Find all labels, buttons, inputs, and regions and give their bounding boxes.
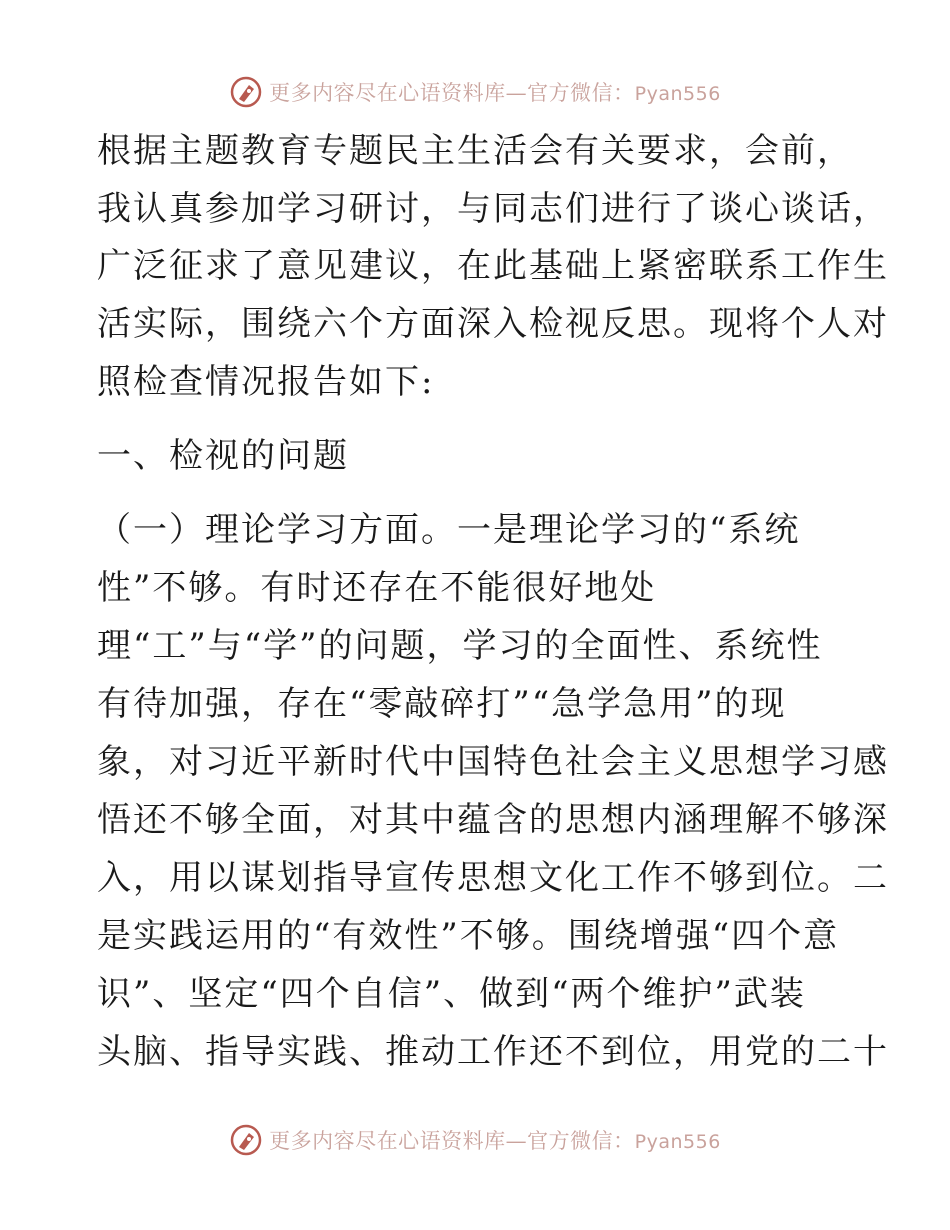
paragraph-line: 根据主题教育专题民主生活会有关要求，会前， [97,131,853,171]
paragraph-line: 照检查情况报告如下: [97,362,435,402]
banner-site-text: 更多内容尽在心语资料库 [269,81,506,105]
banner-official-label: 官方微信： [527,1129,635,1153]
paragraph-line: 头脑、指导实践、推动工作还不到位，用党的二十 [97,1032,889,1072]
banner-wechat-id: Pyan556 [634,83,721,105]
pen-nib-circle-icon [229,1123,263,1157]
pen-nib-circle-icon [229,75,263,109]
footer-banner [0,1120,950,1160]
banner-site-text: 更多内容尽在心语资料库 [269,1129,506,1153]
header-banner [0,72,950,112]
paragraph-line: 广泛征求了意见建议，在此基础上紧密联系工作生 [97,246,889,286]
banner-separator: — [505,1129,528,1153]
paragraph-line: 活实际，围绕六个方面深入检视反思。现将个人对 [97,304,889,344]
paragraph-line: 入，用以谋划指导宣传思想文化工作不够到位。二 [97,858,889,898]
banner-text [269,1125,721,1155]
section-heading: 一、检视的问题 [97,436,349,476]
paragraph-line: 是实践运用的“有效性”不够。围绕增强“四个意 [97,916,840,956]
paragraph-line: 有待加强，存在“零敲碎打”“急学急用”的现 [97,684,787,724]
paragraph-line: 理“工”与“学”的问题，学习的全面性、系统性 [97,626,823,666]
banner-separator: — [505,81,528,105]
banner-wechat-id: Pyan556 [634,1131,721,1153]
paragraph-line: 我认真参加学习研讨，与同志们进行了谈心谈话， [97,189,889,229]
paragraph-line: 识”、坚定“四个自信”、做到“两个维护”武装 [97,974,806,1014]
banner-official-label: 官方微信： [527,81,635,105]
subsection-heading-line: （一）理论学习方面。一是理论学习的“系统 [97,510,801,550]
paragraph-line: 象，对习近平新时代中国特色社会主义思想学习感 [97,742,889,782]
banner-text [269,77,721,107]
paragraph-line: 性”不够。有时还存在不能很好地处 [97,568,657,608]
paragraph-line: 悟还不够全面，对其中蕴含的思想内涵理解不够深 [97,800,889,840]
